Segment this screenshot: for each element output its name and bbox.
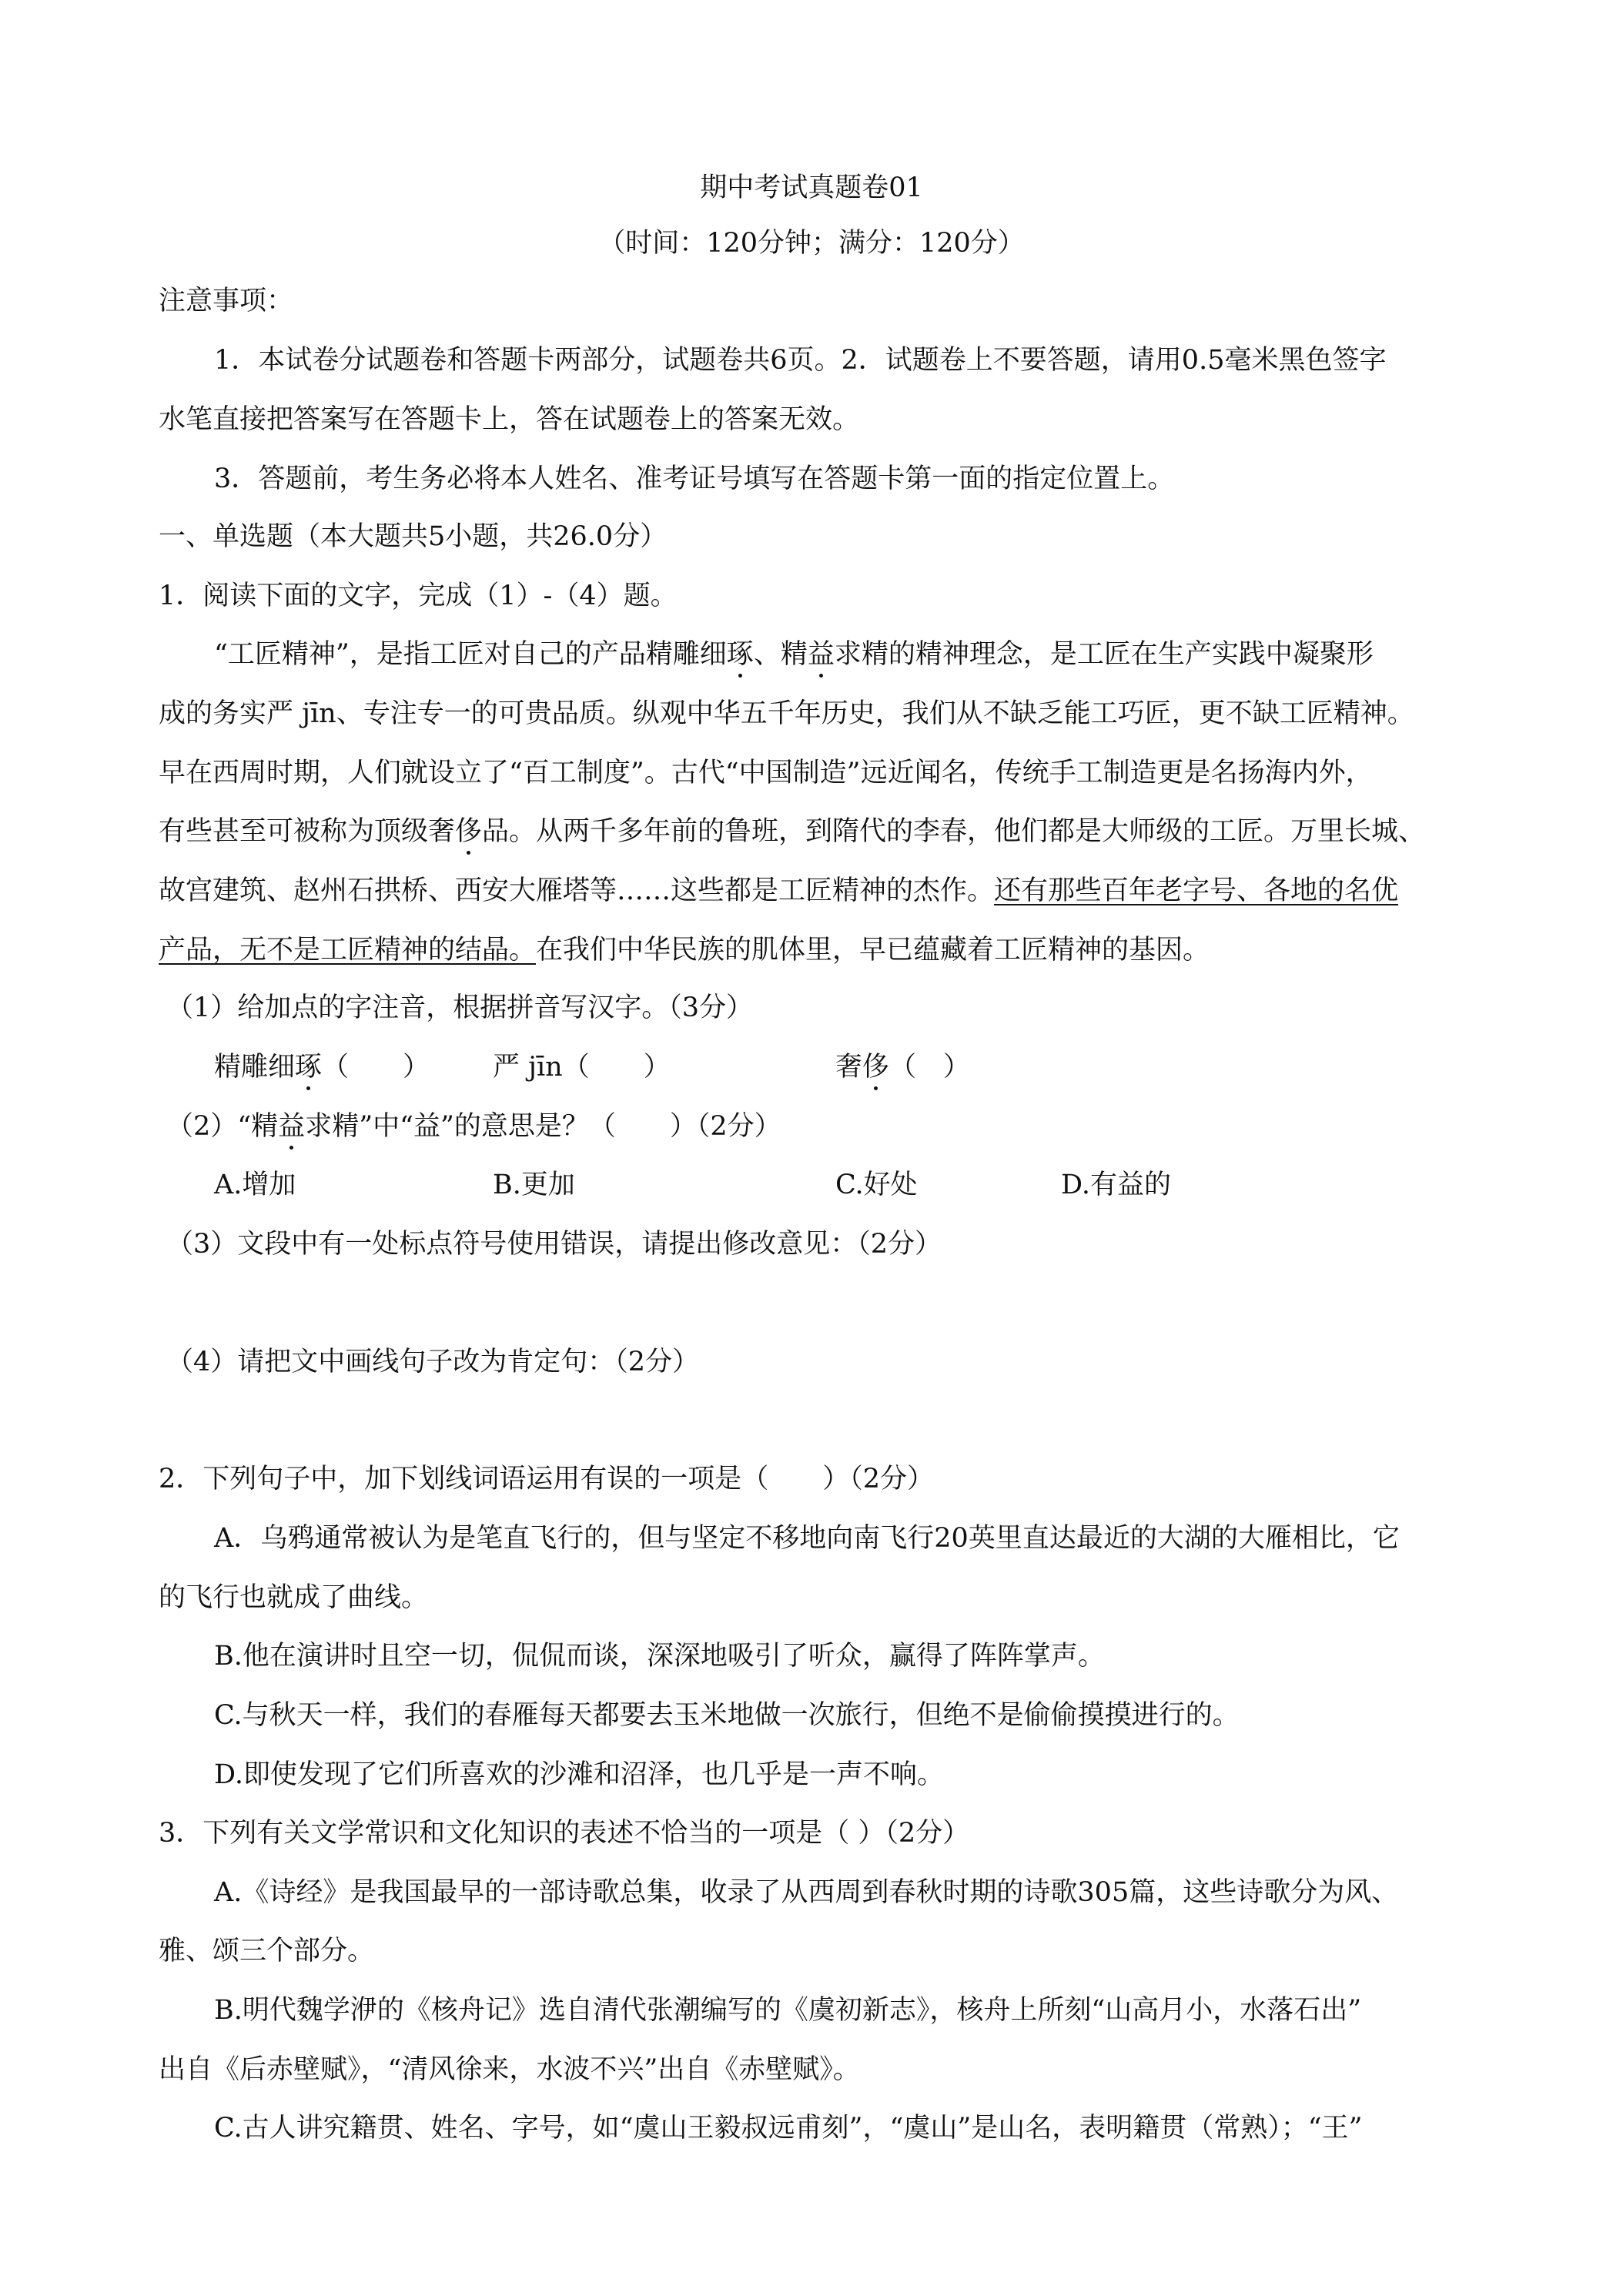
q1-sub3: （3）文段中有一处标点符号使用错误，请提出修改意见：（2分） xyxy=(166,1229,942,1260)
q1-passage-text: 求精的精神理念，是工匠在生产实践中凝聚形 xyxy=(834,639,1374,670)
q2-stem: 2．下列句子中，加下划线词语运用有误的一项是（ ）（2分） xyxy=(159,1464,935,1494)
option-text: 精雕细 xyxy=(214,1052,296,1083)
q3-option-a-line1: A.《诗经》是我国最早的一部诗歌总集，收录了从西周到春秋时期的诗歌305篇，这些诗歌分为风、 xyxy=(214,1877,1399,1908)
q1-sub1: （1）给加点的字注音，根据拼音写汉字。（3分） xyxy=(166,992,754,1023)
q3-option-a-line2: 雅、颂三个部分。 xyxy=(159,1936,375,1966)
answer-blank: （ ） xyxy=(322,1052,430,1083)
answer-blank: （ ） xyxy=(889,1052,971,1083)
section1-heading: 一、单选题（本大题共5小题，共26.0分） xyxy=(159,521,668,552)
q1-dotted-char: 侈 xyxy=(455,816,483,847)
option-text: 奢 xyxy=(835,1052,863,1083)
q3-option-b-line1: B.明代魏学洢的《核舟记》选自清代张潮编写的《虞初新志》，核舟上所刻“山高月小，水落石出” xyxy=(214,1995,1362,2026)
q1-sub2-option-a: A.增加 xyxy=(214,1170,296,1200)
q1-sub1-option2: 严 jīn（ ） xyxy=(493,1052,671,1083)
q1-sub2 xyxy=(166,1110,781,1143)
q2-option-a-line1: A．乌鸦通常被认为是笔直飞行的，但与坚定不移地向南飞行20英里直达最近的大湖的大雁相比，它 xyxy=(214,1523,1400,1554)
q1-dotted-char: 侈 xyxy=(862,1052,890,1083)
q1-passage-line4 xyxy=(159,815,1425,848)
q1-stem: 1．阅读下面的文字，完成（1）-（4）题。 xyxy=(159,581,678,611)
q1-sub1-option3 xyxy=(835,1050,970,1084)
q2-option-d: D.即使发现了它们所喜欢的沙滩和沼泽，也几乎是一声不响。 xyxy=(214,1759,944,1790)
q1-passage-line5 xyxy=(159,874,1398,908)
q1-passage-text: 故宫建筑、赵州石拱桥、西安大雁塔等……这些都是工匠精神的杰作。 xyxy=(159,875,995,906)
q2-option-a-line2: 的飞行也就成了曲线。 xyxy=(159,1582,429,1613)
q1-passage-text: 品。从两千多年前的鲁班，到隋代的李春，他们都是大师级的工匠。万里长城、 xyxy=(482,816,1426,847)
q3-option-c-line1: C.古人讲究籍贯、姓名、字号，如“虞山王毅叔远甫刻”，“虞山”是山名，表明籍贯（常熟）；“王” xyxy=(214,2113,1363,2144)
q3-option-b-line2: 出自《后赤壁赋》，“清风徐来，水波不兴”出自《赤壁赋》。 xyxy=(159,2054,860,2085)
notes-item3: 3．答题前，考生务必将本人姓名、准考证号填写在答题卡第一面的指定位置上。 xyxy=(214,464,1175,494)
q1-sub2-text: （2）“精 xyxy=(166,1111,279,1142)
q1-dotted-char: 益 xyxy=(278,1111,306,1142)
q1-underlined-sentence: 产品，无不是工匠精神的结晶。 xyxy=(159,935,537,966)
q1-passage-text: 有些甚至可被称为顶级奢 xyxy=(159,816,456,847)
q1-passage-line2: 成的务实严 jīn、专注专一的可贵品质。纵观中华五千年历史，我们从不缺乏能工巧匠，更不缺工匠精神。 xyxy=(159,698,1414,729)
q1-sub4: （4）请把文中画线句子改为肯定句：（2分） xyxy=(166,1347,700,1377)
q1-dotted-char: 益 xyxy=(807,639,835,670)
q1-dotted-char: 琢 xyxy=(295,1052,323,1083)
q1-sub2-option-b: B.更加 xyxy=(493,1170,575,1200)
q1-passage-line1 xyxy=(214,638,1374,671)
q1-sub2-option-d: D.有益的 xyxy=(1061,1170,1171,1200)
notes-item1-line2: 水笔直接把答案写在答题卡上，答在试题卷上的答案无效。 xyxy=(159,404,860,435)
notes-item1-line1: 1．本试卷分试题卷和答题卡两部分，试题卷共6页。2．试题卷上不要答题，请用0.5毫米黑色签字 xyxy=(214,345,1387,376)
q1-passage-text: “工匠精神”，是指工匠对自己的产品精雕细 xyxy=(214,639,727,670)
page-subtitle: （时间：120分钟；满分：120分） xyxy=(598,228,1025,259)
q2-option-b: B.他在演讲时且空一切，侃侃而谈，深深地吸引了听众，赢得了阵阵掌声。 xyxy=(214,1641,1105,1672)
page-title: 期中考试真题卷01 xyxy=(700,172,923,203)
q1-sub2-option-c: C.好处 xyxy=(835,1170,918,1200)
q1-dotted-char: 琢 xyxy=(726,639,754,670)
q1-sub1-option1 xyxy=(214,1050,430,1084)
q1-underlined-sentence: 还有那些百年老字号、各地的名优 xyxy=(994,875,1399,906)
q1-passage-line6 xyxy=(159,933,1210,967)
q1-sub2-text: 求精”中“益”的意思是？（ ）（2分） xyxy=(305,1111,781,1142)
q1-passage-text: 在我们中华民族的肌体里，早已蕴藏着工匠精神的基因。 xyxy=(536,935,1210,966)
q1-passage-line3: 早在西周时期，人们就设立了“百工制度”。古代“中国制造”远近闻名，传统手工制造更是名扬海内外， xyxy=(159,758,1373,788)
q1-passage-text: 、精 xyxy=(753,639,808,670)
q2-option-c: C.与秋天一样，我们的春雁每天都要去玉米地做一次旅行，但绝不是偷偷摸摸进行的。 xyxy=(214,1700,1240,1731)
notes-heading: 注意事项： xyxy=(159,286,294,316)
q3-stem: 3．下列有关文学常识和文化知识的表述不恰当的一项是（ ）（2分） xyxy=(159,1818,970,1849)
